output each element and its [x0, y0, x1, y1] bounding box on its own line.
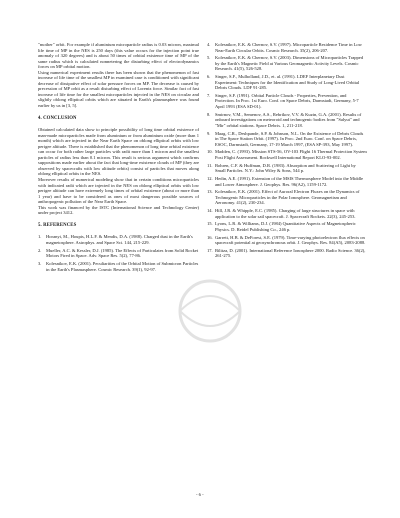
page-number: - 6 - — [196, 492, 204, 497]
reference-number: 2. — [38, 247, 42, 253]
reference-number: 10. — [207, 149, 213, 155]
reference-item — [207, 55, 367, 72]
reference-text: Bilitza, D. (2001). International Reference Ionosphere 2000. Radio Science. 36(2), 261-275. — [215, 247, 366, 259]
reference-text: Kolesnikov, E.K. (2001). Peculiarities of the Orbital Motion of Submicron Particles in the Earth's Plasmasphere. Cosmic Research. 39(1), 92-97. — [46, 260, 199, 272]
reference-item — [207, 149, 367, 160]
paragraph: Using numerical experiment results there has been shown that the phenomenon of fast increase of life time of the smallest MP in examined case is conditioned with significant decrease of dissipative effect of solar pressure forces on MP. The decrease is caused by precession of MP orbit as a result disturbing effect of Lorentz force. Similar fact of fast increase of life time for the smallest microparticles injected in the NES on circular and slightly oblong elliptical orbits which are situated in Earth's plasmasphere was found earlier by us in [3, 5]. — [38, 69, 199, 109]
reference-number: 11. — [207, 162, 213, 168]
reference-number: 12. — [207, 175, 213, 181]
reference-item — [38, 261, 199, 272]
reference-item — [207, 235, 367, 246]
reference-item — [207, 208, 367, 219]
reference-number: 4. — [207, 42, 211, 47]
reference-item — [207, 163, 367, 174]
reference-text: Kolesnikov, E.K. (2001). Effect of Auroral Electron Fluxes on the Dynamics of Technogenic Microparticles in the Polar Ionosphere. Geomagnetism and Aeronomy. 41(2), 230-234. — [215, 189, 360, 206]
reference-number: 15. — [207, 221, 213, 227]
reference-text: Hill, J.R. & Whipple, E.C. (1985). Charging of large structures in space with application to the solar sail spacecraft. J. Spacecraft Rockets. 22(3), 245-253. — [215, 208, 356, 219]
reference-item — [207, 248, 367, 259]
reference-number: 14. — [207, 208, 213, 214]
watermark-logo — [150, 276, 270, 346]
section-heading-references: 5. REFERENCES — [38, 222, 77, 228]
reference-text: Maag, C.R., Deshpande, S.P. & Johnson, N.L. On the Existence of Debris Clouds in The Space Station Orbit. (1997). In Proc. 2nd Euro. Conf. on Space Debris, ESOC, Darmstadt, Germany, 17-19 March 1997, (ESA SP-393, May 1997). — [215, 130, 364, 147]
reference-number: 17. — [207, 247, 213, 253]
section-heading-conclusion: 4. CONCLUSION — [38, 115, 77, 121]
paragraph: "mother" orbit. For example if aluminium microparticle radius is 0.03 micron, maximal life time of MP in the NES is 250 days (this value occurs for the injection point true anomaly of 320 degrees) and is about 50 times of orbital existence time of MP of the same radius which is calculated nonnetering the disturbing effect of electrodynamics forces on MP orbital motion. — [38, 42, 199, 70]
paragraph: This work was financed by the ISTC (International Science and Technology Center) under project 3412. — [38, 204, 199, 216]
reference-item — [207, 131, 367, 148]
reference-text: Horanyi, M., Houpis, H.L.F. & Mendis, D.A. (1988). Charged dust in the Earth's magnetosphere. Astrophys. and Space Sci. 144, 215-229. — [46, 234, 193, 245]
reference-number: 13. — [207, 189, 213, 195]
paragraph: Moreover results of numerical modeling show that in certain conditions microparticles with indicated radii which are injected in the NES on oblong elliptical orbits with low perigee altitude can have extremely long times of orbital existence (about or more than 1 year) and have to be considered as ones of most dangerous possible sources of anthropogenic pollution of the Near Earth Space. — [38, 177, 199, 205]
reference-number: 9. — [207, 130, 211, 136]
reference-text: Singer, S.F. (1991). Orbital Particle Clouds - Properties, Prevention, and Protection. In Proc. 1st Euro. Conf. on Space Debris, Darmstadt, Germany, 5-7 April 1993 (ESA SD-01). — [215, 92, 359, 110]
reference-number: 8. — [207, 111, 211, 117]
reference-item — [207, 112, 367, 129]
reference-item — [207, 221, 367, 232]
reference-number: 7. — [207, 92, 211, 98]
reference-item — [38, 248, 199, 259]
reference-text: Kolesnikov, E.K. & Chernov, S.V. (1997). Microparticle Residence Time in Low Near-Earth Circular Orbits. Cosmic Research. 35(2), 206-207. — [215, 42, 362, 53]
reference-text: Madden, C. (1993). Mission STS-56, OV-103 Flight 16 Thermal Protection System Post Flight Assessment. Rockwell International Report KLO-93-002. — [215, 149, 367, 160]
reference-number: 1. — [38, 234, 42, 240]
reference-item — [38, 234, 199, 245]
reference-text: Mueller, A.C. & Kessler, D.J. (1985). The Effects of Particulates from Solid Rocket Motors Fired in Space. Adv. Space Res. 5(2), 77-86. — [46, 247, 199, 259]
reference-item — [207, 74, 367, 91]
reference-item — [207, 42, 367, 53]
reference-text: Garrett, H.B. & DeForest, S.E. (1979). Time-varying photoelectron flux effects on spacecraft potential at geosynchronous orbit. J. Geophys. Res. 84(A5), 2083-2088. — [215, 234, 366, 246]
reference-item — [207, 189, 367, 206]
reference-text: Smirnov, V.M., Semenov, A.S., Rebrikov, V.V. & Kuzin, G.A. (2001). Results of onboard investigations on meteoroid and technogenic bodies from "Salyut" and "Mir" orbital stations. Space Debris. 1, 211-218. — [215, 111, 362, 128]
reference-text: Bohren, C.F. & Huffman, D.R. (1983). Absorption and Scattering of Light by Small Particles. N.Y.: John Wiley & Sons, 544 p. — [215, 162, 356, 174]
reference-text: Kolesnikov, E.K. & Chernov, S.V. (2003). Dimensions of Microparticles Trapped by the Earth's Magnetic Field at Various Geomagnetic Activity Levels. Cosmic Research. 41(5), 526-528. — [215, 55, 364, 72]
reference-number: 6. — [207, 74, 211, 80]
left-column — [38, 42, 199, 274]
reference-item — [207, 176, 367, 187]
reference-text: Hedin, A.E. (1991). Extension of the MSIS Thermosphere Model into the Middle and Lower Atmosphere. J. Geophys. Res. 96(A2), 1159-1172. — [215, 175, 364, 187]
reference-text: Lyons, L.R. & Williams, D.J. (1984) Quantitative Aspects of Magnetospheric Physics. D. Reidel Publishing Co., 246 p. — [215, 221, 356, 232]
reference-number: 3. — [38, 260, 42, 266]
reference-number: 5. — [207, 55, 211, 61]
right-column — [207, 42, 367, 261]
reference-number: 16. — [207, 234, 213, 240]
reference-text: Singer, S.F., Mulholland, J.D., et. al. (1991). LDEF Interplanetary Dust Experiment: Techniques for the Identification and Study of Long-Lived Orbital Debris Clouds. LDF 91-285. — [215, 74, 360, 91]
reference-item — [207, 93, 367, 110]
paragraph: Obtained calculated data show to principle possibility of long time orbital existence of man-made microparticles made from aluminium or from aluminium oxide (more than 1 month) which are injected in the Near Earth Space on oblong elliptical orbits with low perigee altitude. There is established that the phenomenon of long time orbital existence can occur for both rather large particles with radii more than 1 micron and the smallest particles of radius less than 0.1 micron. This result is serious argument which confirms suppositions made earlier about the fact that long-time existence clouds of MP (they are observed by spacecrafts with low altitude orbits) consist of particles that moves along oblong elliptical orbits in the NES. — [38, 127, 199, 177]
